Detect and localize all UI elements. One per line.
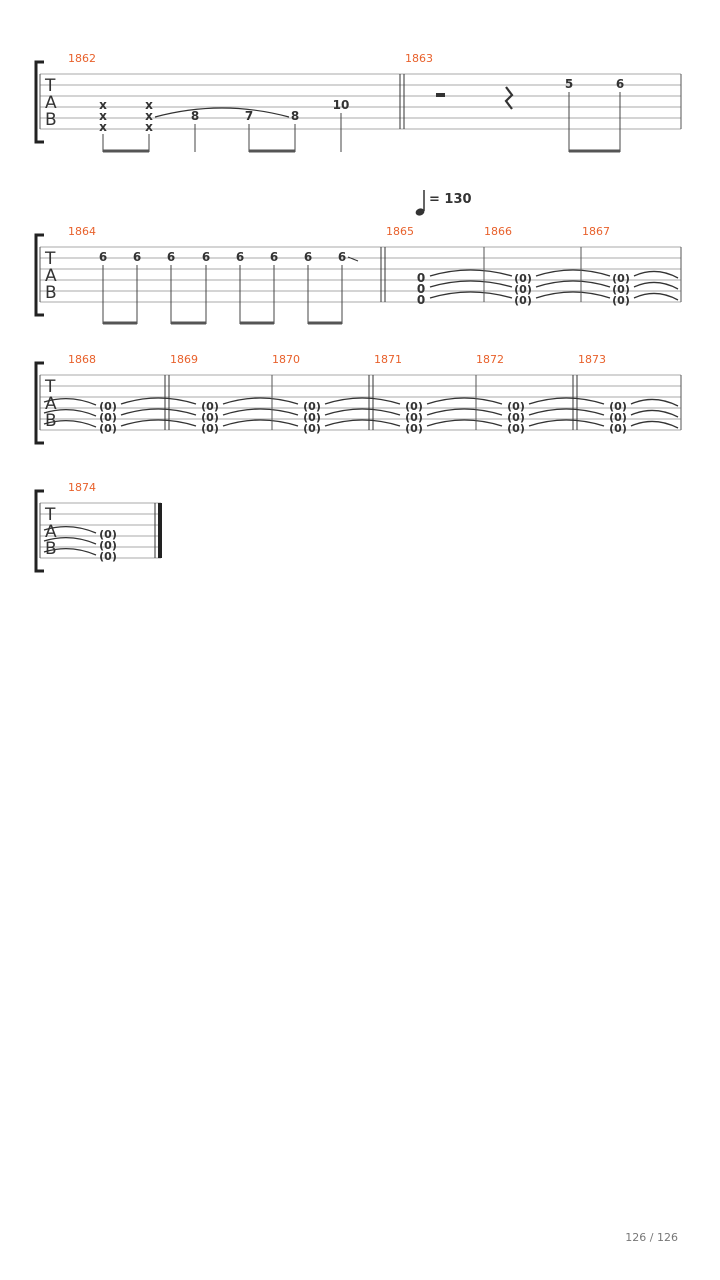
repeat-barline: [369, 375, 373, 430]
tab-clef-b: B: [45, 411, 57, 431]
tied-fret: (0): [405, 400, 423, 413]
tab-clef-t: T: [45, 76, 56, 96]
tab-system-1: [36, 52, 681, 152]
measure-number: 1864: [68, 225, 96, 238]
dead-note: x: [145, 109, 153, 123]
fret-number: 0: [416, 293, 426, 307]
measure-number: 1865: [386, 225, 414, 238]
dead-note: x: [145, 98, 153, 112]
tied-fret: (0): [405, 411, 423, 424]
fret-number: 6: [303, 250, 313, 264]
tied-fret: (0): [303, 400, 321, 413]
tab-clef-t: T: [45, 249, 56, 269]
tie-arcs: [634, 271, 678, 300]
measure-number: 1862: [68, 52, 96, 65]
fret-number: 6: [269, 250, 279, 264]
fret-number: 7: [244, 109, 254, 123]
quarter-rest: [506, 87, 512, 109]
fret-number: 6: [98, 250, 108, 264]
tie-arcs: [631, 399, 678, 428]
tab-clef-a: A: [45, 266, 57, 286]
tab-clef-t: T: [45, 377, 56, 397]
tied-fret: (0): [507, 400, 525, 413]
dead-note: x: [145, 120, 153, 134]
fret-number: 6: [132, 250, 142, 264]
tied-fret: (0): [514, 283, 532, 296]
measure-number: 1869: [170, 353, 198, 366]
tied-fret: (0): [609, 411, 627, 424]
measure-number: 1870: [272, 353, 300, 366]
dead-note: x: [99, 120, 107, 134]
tie-arcs: [430, 270, 512, 298]
fret-number: 0: [416, 271, 426, 285]
tied-fret: (0): [612, 294, 630, 307]
fret-number: 0: [416, 282, 426, 296]
tied-fret: (0): [99, 400, 117, 413]
measure-number: 1871: [374, 353, 402, 366]
tie-arcs: [427, 398, 502, 426]
tied-fret: (0): [201, 422, 219, 435]
tab-clef-a: A: [45, 394, 57, 414]
tempo-marking: [415, 190, 472, 217]
tied-fret: (0): [99, 422, 117, 435]
tied-fret: (0): [609, 422, 627, 435]
final-barline: [155, 503, 162, 558]
tie-arcs: [536, 270, 610, 298]
fret-number: 6: [166, 250, 176, 264]
repeat-barline: [400, 74, 404, 129]
tied-fret: (0): [201, 400, 219, 413]
page-indicator: 126 / 126: [625, 1231, 678, 1244]
fret-number: 6: [615, 77, 625, 91]
dead-note: x: [99, 109, 107, 123]
measure-number: 1866: [484, 225, 512, 238]
tied-fret: (0): [99, 411, 117, 424]
tab-clef-a: A: [45, 93, 57, 113]
fret-number: 6: [337, 250, 347, 264]
tab-clef-t: T: [45, 505, 56, 525]
tab-system-4: [36, 481, 162, 571]
measure-number: 1872: [476, 353, 504, 366]
tied-fret: (0): [303, 422, 321, 435]
fret-number: 6: [235, 250, 245, 264]
tied-fret: (0): [612, 283, 630, 296]
measure-number: 1863: [405, 52, 433, 65]
tab-system-2: [36, 225, 681, 324]
tied-fret: (0): [405, 422, 423, 435]
repeat-barline: [381, 247, 385, 302]
note-stems: [103, 113, 341, 152]
fret-number: 8: [190, 109, 200, 123]
tab-clef-a: A: [45, 522, 57, 542]
tie-arcs: [529, 398, 604, 426]
staff-lines: [40, 74, 681, 129]
fret-number: 8: [290, 109, 300, 123]
tab-clef-b: B: [45, 283, 57, 303]
fret-number: 10: [332, 98, 350, 112]
measure-number: 1873: [578, 353, 606, 366]
note-stems: [103, 265, 342, 324]
measure-number: 1868: [68, 353, 96, 366]
tab-system-3: [36, 353, 681, 443]
tempo-value: = 130: [429, 192, 472, 207]
tied-fret: (0): [99, 528, 117, 541]
repeat-barline: [165, 375, 169, 430]
tie-arcs: [325, 398, 400, 426]
fret-number: 5: [564, 77, 574, 91]
tab-clef-b: B: [45, 539, 57, 559]
dead-note: x: [99, 98, 107, 112]
tie-arc: [155, 108, 289, 117]
tied-fret: (0): [612, 272, 630, 285]
tied-fret: (0): [514, 294, 532, 307]
tie-arcs: [223, 398, 298, 426]
tied-fret: (0): [507, 422, 525, 435]
tied-fret: (0): [303, 411, 321, 424]
tied-fret: (0): [609, 400, 627, 413]
measure-number: 1867: [582, 225, 610, 238]
tied-fret: (0): [99, 539, 117, 552]
half-rest: [436, 93, 445, 97]
tied-fret: (0): [99, 550, 117, 563]
measure-number: 1874: [68, 481, 96, 494]
tied-fret: (0): [201, 411, 219, 424]
tie-arcs: [121, 398, 196, 426]
tab-clef-b: B: [45, 110, 57, 130]
fret-number: 6: [201, 250, 211, 264]
tied-fret: (0): [507, 411, 525, 424]
repeat-barline: [573, 375, 577, 430]
tied-fret: (0): [514, 272, 532, 285]
